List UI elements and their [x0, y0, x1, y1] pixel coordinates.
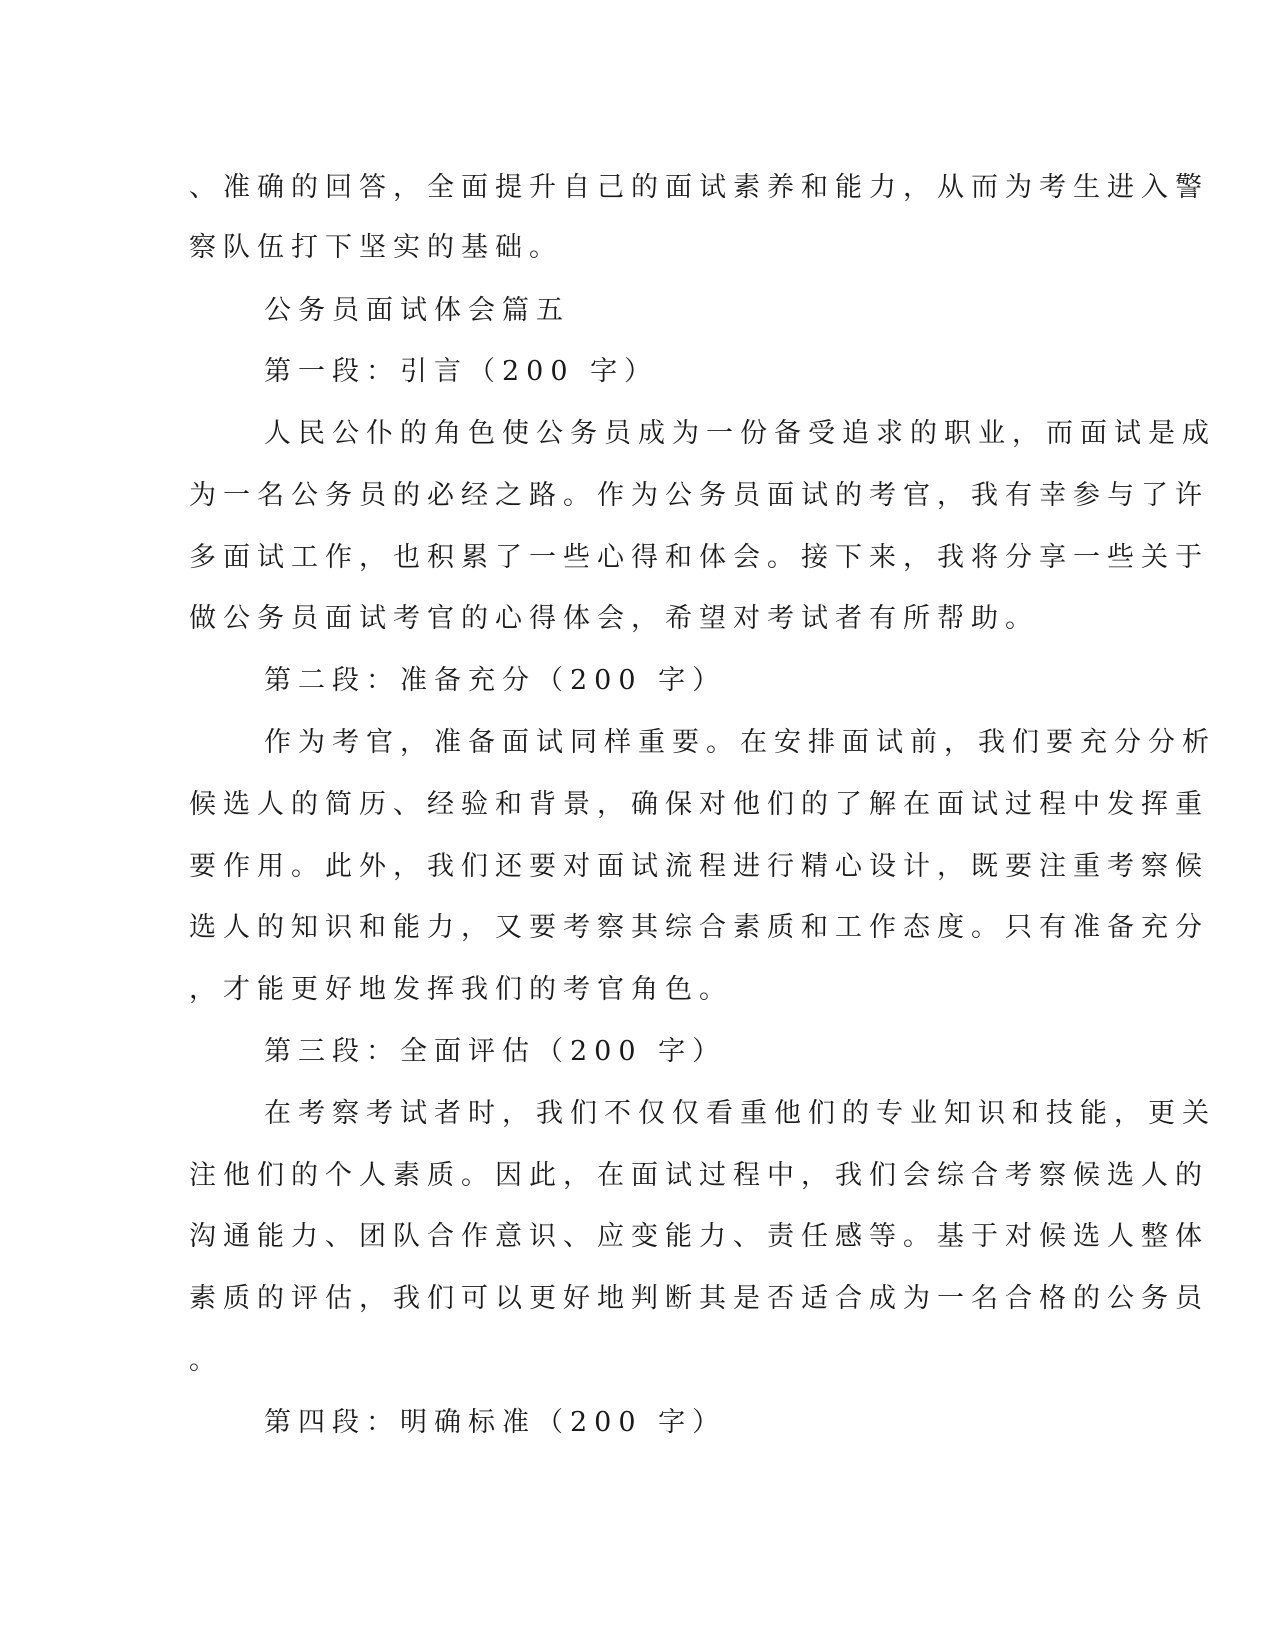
- section-title: 公务员面试体会篇五: [264, 295, 570, 326]
- text-line: 人民公仆的角色使公务员成为一份备受追求的职业，而面试是成: [264, 418, 1216, 449]
- text-line: 、准确的回答，全面提升自己的面试素养和能力，从而为考生进入警: [189, 172, 1209, 203]
- section-heading: 第一段：引言（200 字）: [264, 356, 659, 387]
- text-line: 选人的知识和能力，又要考察其综合素质和工作态度。只有准备充分: [189, 912, 1209, 943]
- section-heading: 第二段：准备充分（200 字）: [264, 665, 727, 696]
- text-line: 在考察考试者时，我们不仅仅看重他们的专业知识和技能，更关: [264, 1098, 1216, 1129]
- text-line: 候选人的简历、经验和背景，确保对他们的了解在面试过程中发挥重: [189, 789, 1209, 820]
- section-heading: 第三段：全面评估（200 字）: [264, 1036, 727, 1067]
- text-line: 察队伍打下坚实的基础。: [189, 232, 563, 263]
- section-heading: 第四段：明确标准（200 字）: [264, 1407, 727, 1438]
- text-line: 沟通能力、团队合作意识、应变能力、责任感等。基于对候选人整体: [189, 1221, 1209, 1252]
- text-line: 要作用。此外，我们还要对面试流程进行精心设计，既要注重考察候: [189, 851, 1209, 882]
- text-line: 。: [189, 1345, 223, 1376]
- text-line: 素质的评估，我们可以更好地判断其是否适合成为一名合格的公务员: [189, 1283, 1209, 1314]
- text-line: 做公务员面试考官的心得体会，希望对考试者有所帮助。: [189, 603, 1039, 634]
- text-line: 注他们的个人素质。因此，在面试过程中，我们会综合考察候选人的: [189, 1160, 1209, 1191]
- text-line: 多面试工作，也积累了一些心得和体会。接下来，我将分享一些关于: [189, 542, 1209, 573]
- text-line: 为一名公务员的必经之路。作为公务员面试的考官，我有幸参与了许: [189, 480, 1209, 511]
- text-line: 作为考官，准备面试同样重要。在安排面试前，我们要充分分析: [264, 727, 1216, 758]
- text-line: ，才能更好地发挥我们的考官角色。: [189, 974, 733, 1005]
